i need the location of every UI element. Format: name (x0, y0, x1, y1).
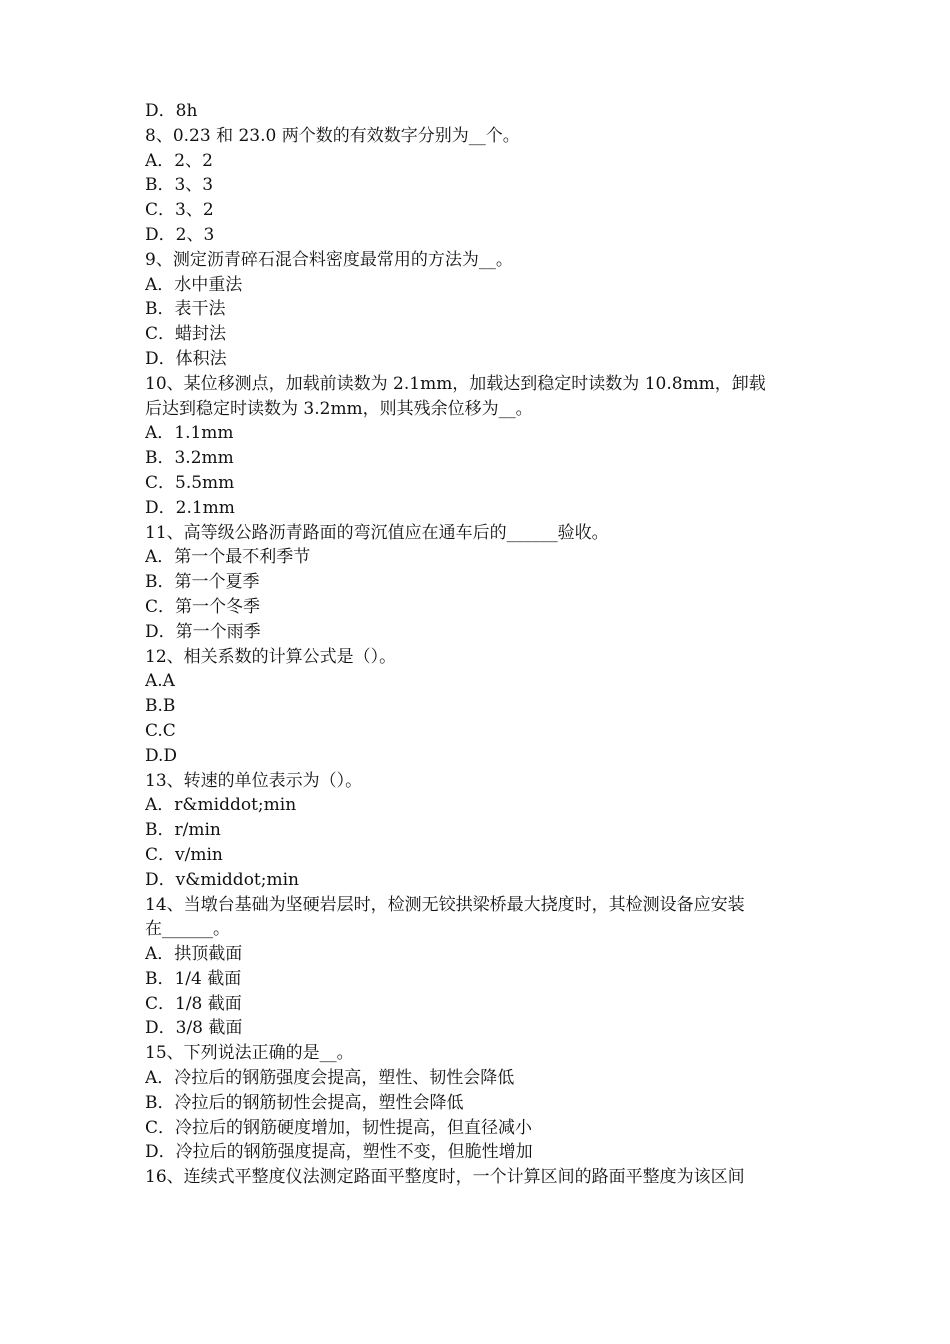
option-line: A．拱顶截面 (145, 944, 243, 965)
option-line: D.D (145, 745, 178, 766)
option-line: C．5.5mm (145, 472, 235, 493)
question-8: 8、0.23 和 23.0 两个数的有效数字分别为__个。 (145, 125, 520, 146)
option-line: B．1/4 截面 (145, 968, 242, 989)
option-line: B．表干法 (145, 299, 226, 320)
option-line: D．2.1mm (145, 497, 235, 518)
option-line: D．3/8 截面 (145, 1018, 243, 1039)
option-line: C．1/8 截面 (145, 993, 242, 1014)
option-line: B．第一个夏季 (145, 572, 260, 593)
option-line: A.A (145, 671, 175, 692)
option-line: C．v/min (145, 844, 223, 865)
option-line: D．冷拉后的钢筋强度提高，塑性不变，但脆性增加 (145, 1142, 533, 1163)
option-line: C．3、2 (145, 200, 214, 221)
question-10: 10、某位移测点，加载前读数为 2.1mm，加载达到稳定时读数为 10.8mm，卸载 (145, 373, 766, 394)
option-line: B．3、3 (145, 175, 214, 196)
question-9: 9、测定沥青碎石混合料密度最常用的方法为__。 (145, 249, 513, 270)
text-line: D．8h (145, 101, 198, 121)
option-line: C．冷拉后的钢筋硬度增加，韧性提高，但直径减小 (145, 1117, 533, 1138)
option-line: B．冷拉后的钢筋韧性会提高，塑性会降低 (145, 1092, 464, 1113)
option-line: D．体积法 (145, 348, 227, 369)
option-line: C．蜡封法 (145, 324, 227, 345)
question-10-continued: 后达到稳定时读数为 3.2mm，则其残余位移为__。 (145, 398, 533, 419)
question-15: 15、下列说法正确的是__。 (145, 1043, 354, 1064)
option-line: A．r&middot;min (145, 795, 297, 816)
document-page (145, 99, 815, 1190)
option-line: D．第一个雨季 (145, 621, 261, 642)
option-line: D．2、3 (145, 224, 215, 245)
question-11: 11、高等级公路沥青路面的弯沉值应在通车后的______验收。 (145, 522, 609, 543)
option-line: A．第一个最不利季节 (145, 547, 311, 568)
question-13: 13、转速的单位表示为（）。 (145, 770, 363, 791)
option-line: C.C (145, 720, 176, 741)
question-16: 16、连续式平整度仪法测定路面平整度时，一个计算区间的路面平整度为该区间 (145, 1167, 745, 1188)
option-line: B．3.2mm (145, 448, 234, 469)
option-line: D．v&middot;min (145, 869, 299, 890)
option-line: A．1.1mm (145, 423, 234, 444)
option-line: A．冷拉后的钢筋强度会提高，塑性、韧性会降低 (145, 1068, 515, 1089)
question-14: 14、当墩台基础为坚硬岩层时，检测无铰拱梁桥最大挠度时，其检测设备应安装 (145, 894, 745, 915)
option-line: B.B (145, 696, 176, 717)
option-line: B．r/min (145, 820, 221, 841)
question-14-continued: 在______。 (145, 919, 230, 940)
option-line: A．2、2 (145, 150, 213, 171)
question-12: 12、相关系数的计算公式是（）。 (145, 646, 397, 667)
option-line: A．水中重法 (145, 274, 243, 295)
option-line: C．第一个冬季 (145, 596, 261, 617)
